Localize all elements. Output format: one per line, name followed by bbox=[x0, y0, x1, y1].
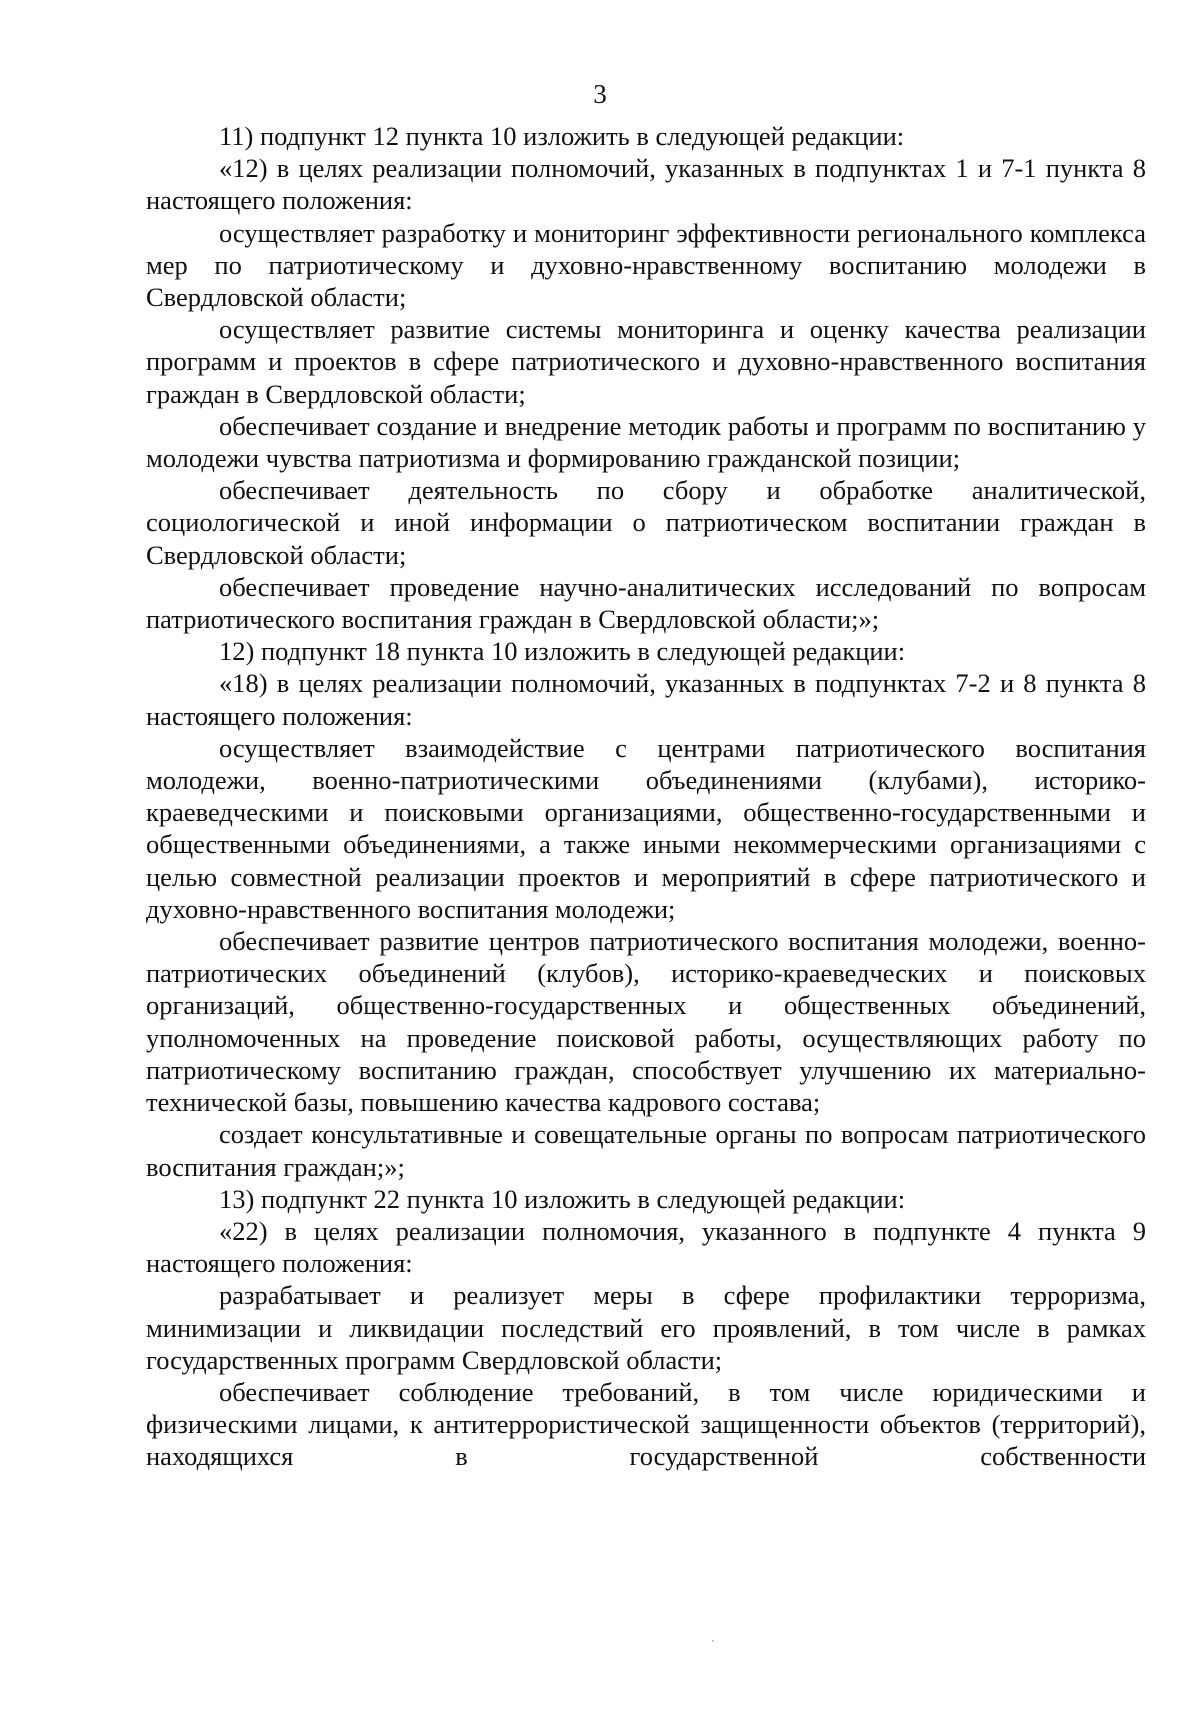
paragraph-18-intro: «18) в целях реализации полномочий, указанных в подпунктах 7-2 и 8 пункта 8 настоящего положения: bbox=[146, 668, 1146, 731]
paragraph-11-heading: 11) подпункт 12 пункта 10 изложить в следующей редакции: bbox=[219, 121, 905, 151]
paragraph-13-heading: 13) подпункт 22 пункта 10 изложить в следующей редакции: bbox=[219, 1183, 906, 1214]
paragraph-research: обеспечивает проведение научно-аналитических исследований по вопросам патриотического воспитания граждан в Свердловской области;»; bbox=[146, 571, 1146, 635]
paragraph-monitoring-complex: осуществляет разработку и мониторинг эффективности регионального комплекса мер по патриотическому и духовно-нравственному воспитанию молодежи в Свердловской области; bbox=[146, 217, 1146, 313]
paragraph-quality-assessment: осуществляет развитие системы мониторинга и оценку качества реализации программ и проектов в сфере патриотического и духовно-нравственного воспитания граждан в Свердловской области; bbox=[146, 314, 1146, 409]
paragraph-12-heading: 12) подпункт 18 пункта 10 изложить в следующей редакции: bbox=[219, 636, 906, 667]
paragraph-advisory-bodies: создает консультативные и совещательные органы по вопросам патриотического воспитания граждан;»; bbox=[146, 1119, 1146, 1182]
page-number: 3 bbox=[593, 79, 607, 109]
paragraph-cooperation: осуществляет взаимодействие с центрами патриотического воспитания молодежи, военно-патриотическими объединениями (клубами), историко-краеведческими и поисковыми организациями, общественно-государственными и общественными объединениями, а также иными некоммерческими организациями с целью совместной реализации проектов и мероприятий в сфере патриотического и духовно-нравственного воспитания молодежи; bbox=[146, 732, 1146, 924]
paragraph-12-intro: «12) в целях реализации полномочий, указанных в подпунктах 1 и 7-1 пункта 8 настоящего положения: bbox=[146, 153, 1146, 216]
paragraph-terrorism-prevention: разрабатывает и реализует меры в сфере профилактики терроризма, минимизации и ликвидации последствий его проявлений, в том числе в рамках государственных программ Свердловской области; bbox=[146, 1280, 1146, 1375]
paragraph-methods-programs: обеспечивает создание и внедрение методик работы и программ по воспитанию у молодежи чувства патриотизма и формированию гражданской позиции; bbox=[146, 410, 1146, 474]
scan-speck bbox=[712, 1640, 714, 1642]
document-body bbox=[146, 120, 1146, 1473]
paragraph-22-intro: «22) в целях реализации полномочия, указанного в подпункте 4 пункта 9 настоящего положения: bbox=[146, 1215, 1146, 1279]
paragraph-development: обеспечивает развитие центров патриотического воспитания молодежи, военно-патриотических объединений (клубов), историко-краеведческих и поисковых организаций, общественно-государственных и общественных объединений, уполномоченных на проведение поисковой работы, осуществляющих работу по патриотическому воспитанию граждан, способствует улучшению их материально-технической базы, повышению качества кадрового состава; bbox=[146, 926, 1146, 1118]
paragraph-antiterrorist-protection: обеспечивает соблюдение требований, в том числе юридическими и физическими лицами, к антитеррористической защищенности объектов (территорий), находящихся в государственной собственности bbox=[146, 1376, 1146, 1472]
paragraph-information-collection: обеспечивает деятельность по сбору и обработке аналитической, социологической и иной информации о патриотическом воспитании граждан в Свердловской области; bbox=[146, 475, 1146, 570]
